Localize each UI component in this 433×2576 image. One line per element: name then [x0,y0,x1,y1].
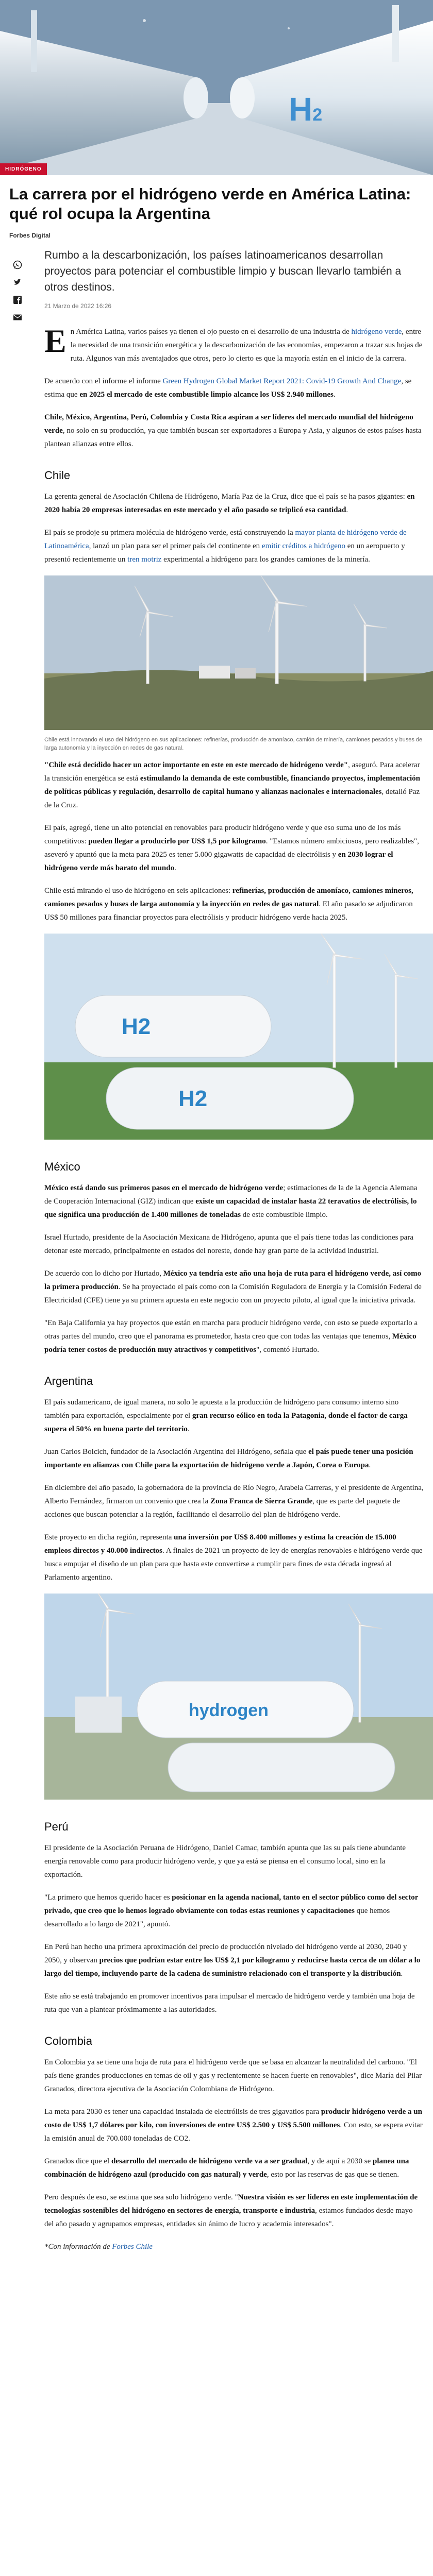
link-emitir-creditos[interactable]: emitir créditos a hidrógeno [261,542,345,550]
intro-paragraph-3 [44,411,424,451]
publish-date: 21 Marzo de 2022 16:26 [44,302,112,310]
mexico-paragraph-2: Israel Hurtado, presidente de la Asociación Mexicana de Hidrógeno, apunta que el país tiene todas las condiciones para detonar este mercado, principalmente en estados del noreste, donde hay gran parte de la actividad industrial. [44,1233,413,1255]
text-bold: el país puede tener una posición importante en alianzas con Chile para la exportación de hidrógeno verde a Japón, Corea o Europa [44,1448,413,1469]
text-bold: refinerías, producción de amoníaco, camiones mineros, camiones pesados y buses de larga autonomía y la inyección en redes de gas natural [44,887,413,908]
hero-image [0,0,433,175]
text-bold: en 2025 el mercado de este combustible limpio alcance los US$ 2.940 millones [79,391,334,399]
text-run: . [401,1970,403,1978]
text-run: , que es parte del paquete de acciones que buscan potenciar a la región, facilitando el desarrollo del plan de hidrógeno verde. [44,1497,400,1519]
colombia-paragraph-4 [44,2191,424,2231]
text-bold: Zona Franca de Sierra Grande [210,1497,313,1505]
link-forbes-chile[interactable]: Forbes Chile [112,2243,153,2251]
colombia-paragraph-2 [44,2105,424,2145]
argentina-paragraph-2 [44,1445,424,1472]
colombia-paragraph-3 [44,2155,424,2181]
argentina-paragraph-1 [44,1396,424,1436]
article-title: La carrera por el hidrógeno verde en América Latina: qué rol ocupa la Argentina [9,185,411,223]
article-layout [0,239,433,2263]
text-run: , lanzó un plan para ser el primer país del continente en [89,542,262,550]
intro-paragraph-1: E n América Latina, varios países ya tienen el ojo puesto en el desarrollo de una industria de hidrógeno verde, entre la necesidad de una transición energética y la descarbonización de las economías, empezaron a trazar sus hojas de ruta. Algunos van más aventajados que otros, pero lo cierto es que la mayoría están en el inicio de la carrera. [44,323,423,363]
text-run: , entre la necesidad de una transición energética y la descarbonización de las economías, empezaron a trazar sus hojas de ruta. Algunos van más aventajados que otros, pero lo cierto es que la mayoría están en el inicio de la carrera. [70,328,423,363]
text-bold: pueden llegar a producirlo por US$ 1,5 por kilogramo [88,837,266,845]
text-run: . El año pasado se adjudicaron US$ 50 millones para financiar proyectos para electrólisis y producir hidrógeno verde hacia 2025. [44,900,413,922]
link-green-hydrogen-report[interactable]: Green Hydrogen Global Market Report 2021: Covid-19 Growth And Change [162,377,402,385]
text-run: experimental a hidrógeno para los grandes camiones de la minería. [161,555,370,564]
text-run: *Con información de [44,2243,112,2251]
text-run: La gerenta general de Asociación Chilena de Hidrógeno, María Paz de la Cruz, dice que el país se ha pasos gigantes: [44,493,407,501]
chile-paragraph-2 [44,526,424,566]
text-run: , esto por las reservas de gas que se tienen. [267,2171,399,2179]
text-run: Chile está mirando el uso de hidrógeno en seis aplicaciones: [44,887,232,895]
link-hidrogeno-verde[interactable]: hidrógeno verde [351,328,402,336]
section-heading-peru: Perú [44,1820,69,1833]
text-run: . Con esto, se espera evitar la emisión anual de 700.000 toneladas de CO2. [44,2121,423,2143]
hydrogen-plant-image [44,1594,433,1802]
figure-caption-chile: Chile está innovando el uso del hidrógeno en sus aplicaciones: refinerías, producción de amoníaco, camión de minería, camiones pesados y buses de larga autonomía y la inyección en redes de gas natural. [44,737,423,751]
text-bold: precios que podrían estar entre los US$ 2,1 por kilogramo y reducirse hasta cerca de un dólar a lo largo del tiempo, incluyendo parte de la cadena de suministro relacionado con el transporte y la distribución [44,1956,421,1978]
text-run: de este combustible limpio. [241,1211,328,1219]
intro-paragraph-2 [44,375,424,401]
h2-letter: H [289,91,313,128]
text-run: . [369,1461,371,1469]
text-bold: en 2030 lograr el hidrógeno verde más barato del mundo [44,851,393,872]
text-run: En Perú han hecho una primera aproximación del precio de producción nivelado del hidrógeno verde al 2030, 2040 y 2050, y observan [44,1943,407,1964]
chile-paragraph-3 [44,821,424,875]
text-run: que hemos desarrollado a lo largo de 2021", apuntó. [44,1907,390,1928]
chile-paragraph-1 [44,490,424,517]
text-run: , y de aquí a 2030 se [307,2157,373,2165]
h2-label [289,90,322,128]
mexico-paragraph-3 [44,1267,424,1307]
text-run: , detalló Paz de la Cruz. [44,788,420,809]
h2-tanks-image [44,934,433,1142]
figure-h2-tanks [44,934,424,1142]
section-heading-mexico: México [44,1160,80,1173]
peru-paragraph-2 [44,1891,424,1931]
share-bar [9,247,34,2263]
peru-paragraph-1: El presidente de la Asociación Peruana de Hidrógeno, Daniel Camac, también apunta que las su país tiene abundante energía renovable como para producir hidrógeno verde, y que ya está se piensa en el consumo local, sino en la exportación. [44,1844,406,1879]
figure-hydrogen-plant [44,1594,424,1802]
text-run: . "Estamos número ambiciosos, pero realizables", aseveró y apuntó que la meta para 2025 es tener 5.000 gigawatts de capacidad de electrólisis y [44,837,419,859]
text-bold: posicionar en la agenda nacional, tanto en el sector público como del sector privado, que creo que lo hemos logrado obviamente con todas estas reuniones y capacitaciones [44,1893,419,1915]
text-bold: México está dando sus primeros pasos en el mercado de hidrógeno verde [44,1184,284,1192]
article-body [34,247,424,2263]
text-run: Este proyecto en dicha región, representa [44,1533,174,1541]
wind-turbines-image [44,575,433,733]
chile-paragraph-4 [44,884,424,924]
text-bold: una inversión por US$ 8.400 millones y estima la creación de 15.000 empleos directos y 40.000 indirectos [44,1533,396,1555]
headline-block [0,175,433,227]
peru-paragraph-4: Este año se está trabajando en promover incentivos para impulsar el mercado de hidrógeno verde y también una hoja de ruta que van a plantear próximamente a las autoridades. [44,1992,415,2014]
text-run: El país, agregó, tiene un alto potencial en renovables para producir hidrógeno verde y que eso suma uno de los más competitivos: [44,824,401,845]
text-run: . [346,506,348,514]
text-run: "La primero que hemos querido hacer es [44,1893,172,1902]
category-tag[interactable]: HIDRÓGENO [0,163,47,175]
text-bold: México ya tendría este año una hoja de ruta para el hidrógeno verde, así como la primera producción [44,1269,422,1291]
mexico-paragraph-4 [44,1316,424,1357]
text-run: , aseguró. Para acelerar la transición energética se está [44,761,420,783]
text-run: . [333,391,336,399]
text-bold: planea una combinación de hidrógeno azul (producido con gas natural) y verde [44,2157,409,2179]
argentina-paragraph-3 [44,1481,424,1521]
text-bold: Nuestra visión es ser líderes en este implementación de tecnologías sostenibles del hidrógeno en sectores de energía, transporte e industria [44,2193,418,2215]
text-bold: "Chile está decidido hacer un actor importante en este en este mercado de hidrógeno verde" [44,761,348,769]
h2-subscript: 2 [312,105,323,125]
facebook-icon[interactable] [12,295,23,305]
link-tren-motriz[interactable]: tren motriz [127,555,162,564]
section-heading-argentina: Argentina [44,1375,93,1387]
link-mayor-planta[interactable]: mayor planta de hidrógeno verde de Latinoamérica [44,529,407,550]
text-bold: producir hidrógeno verde a un costo de US$ 1,7 dólares por kilo, con inversiones de entre US$ 2.500 y US$ 5.500 millones [44,2108,422,2129]
text-run: El país sudamericano, de igual manera, no solo le apuesta a la producción de hidrógeno para consumo interno sino también para exportación, especialmente por el [44,1398,399,1420]
text-run: n América Latina, varios países ya tienen el ojo puesto en el desarrollo de una industria de [70,328,352,336]
svg-text:hydrogen: hydrogen [189,1701,269,1720]
colombia-paragraph-1: En Colombia ya se tiene una hoja de ruta para el hidrógeno verde que se basa en alcanzar la neutralidad del carbono. "El país tiene grandes producciones en temas de oil y gas y recientemente se hacen fuerte en renovables", dice María del Pilar Granados, directora ejecutiva de la Asociación Colombiana de Hidrógeno. [44,2058,422,2093]
source-credit [44,2240,424,2253]
text-run: El país se prodoje su primera molécula de hidrógeno verde, está construyendo la [44,529,295,537]
text-run: Pero después de eso, se estima que sea solo hidrógeno verde. " [44,2193,238,2201]
text-run: De acuerdo con el informe el informe [44,377,163,385]
text-run: Granados dice que el [44,2157,111,2165]
text-run: , estamos fundados desde mayo del año pasado y agrupamos empresas, entidades sin ánimo de lucro y academia interesados". [44,2207,413,2228]
email-icon[interactable] [12,312,23,323]
article-subtitle: Rumbo a la descarbonización, los países latinoamericanos desarrollan proyectos para potenciar el combustible limpio y buscan llevarlo también a otros destinos. [44,249,402,293]
text-run: . [187,1425,190,1433]
text-run: en un aeropuerto y presentó recientemente un [44,542,405,564]
byline[interactable]: Forbes Digital [9,232,51,239]
chile-paragraph-quote [44,758,424,812]
text-run: . A finales de 2021 un proyecto de ley de energías renovables e hidrógeno verde que busca empujar el diseño de un plan para que hasta este convertirse a cumplir para fines de esta década ingresó al Parlamento argentino. [44,1547,423,1582]
text-run: "En Baja California ya hay proyectos que están en marcha para producir hidrógeno verde, con esto se puede exportarlo a otras partes del mundo, creo que el panorama es prometedor, hasta creo que con todas las ventajas que tenemos, [44,1319,418,1341]
section-heading-chile: Chile [44,469,71,482]
svg-text:H2: H2 [178,1086,208,1111]
text-run: . [174,864,176,872]
text-bold: estimulando la demanda de este combustible, financiando proyectos, implementación de políticas públicas y regulación, desarrollo de capital humano y alianzas nacionales e internacionales [44,774,420,796]
svg-text:H2: H2 [122,1014,151,1039]
text-bold: desarrollo del mercado de hidrógeno verde va a ser gradual [111,2157,308,2165]
text-bold: México podría tener costos de producción muy atractivos y competitivos [44,1332,417,1354]
figure-wind-turbines [44,575,424,752]
mexico-paragraph-1 [44,1181,424,1222]
text-run: , se estima que [44,377,412,399]
peru-paragraph-3 [44,1940,424,1980]
section-heading-colombia: Colombia [44,2035,92,2047]
text-bold: en 2020 había 20 empresas interesadas en este mercado y el año pasado se triplicó esa cantidad [44,493,415,514]
whatsapp-icon[interactable] [12,260,23,270]
text-run: Juan Carlos Bolcich, fundador de la Asociación Argentina del Hidrógeno, señala que [44,1448,309,1456]
text-run: La meta para 2030 es tener una capacidad instalada de electrólisis de tres gigavatios para [44,2108,321,2116]
text-run: De acuerdo con lo dicho por Hurtado, [44,1269,163,1278]
argentina-paragraph-4 [44,1531,424,1584]
twitter-icon[interactable] [12,277,23,287]
text-bold: gran recurso eólico en toda la Patagonia, donde el factor de carga supera el 50% en buena parte del territorio [44,1412,408,1433]
text-run: ; estimaciones de la de la Agencia Alemana de Cooperación Internacional (GIZ) indican que [44,1184,418,1206]
text-run: , no solo en su producción, ya que también buscan ser exportadores a Europa y Asia, y algunos de estos países hasta plantean alianzas entre ellos. [44,427,422,448]
text-bold: Chile, México, Argentina, Perú, Colombia y Costa Rica aspiran a ser líderes del mercado mundial del hidrógeno verde [44,413,413,435]
text-run: ", comentó Hurtado. [256,1346,320,1354]
text-run: . Se ha proyectado el país como con la Comisión Reguladora de Energía y la Comisión Federal de Electricidad (CFE) tiene ya su primera apuesta en este negocio con un proyecto piloto, al igual que la iniciativa privada. [44,1283,422,1304]
text-bold: existe un capacidad de instalar hasta 22 teravatios de electrólisis, lo que significa una producción de 1.400 millones de toneladas [44,1197,417,1219]
text-run: En diciembre del año pasado, la gobernadora de la provincia de Río Negro, Arabela Carreras, y el presidente de Argentina, Alberto Fernández, firmaron un convenio que crea la [44,1484,424,1505]
